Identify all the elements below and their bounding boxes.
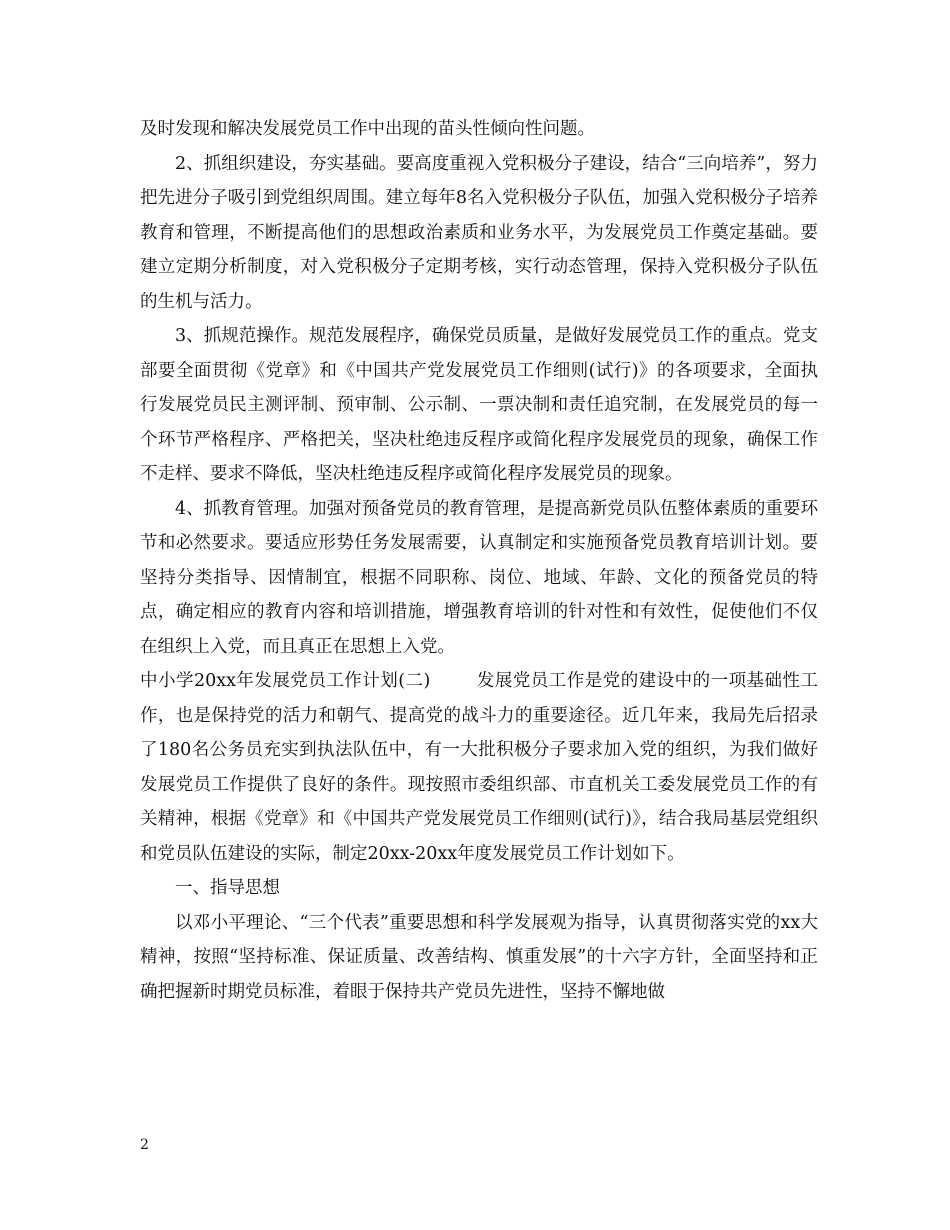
document-body [140,112,818,1009]
paragraph-organization-building: 2、抓组织建设，夯实基础。要高度重视入党积极分子建设，结合“三向培养”，努力把先进分子吸引到党组织周围。建立每年8名入党积极分子队伍，加强入党积极分子培养教育和管理，不断提高他们的思想政治素质和业务水平，为发展党员工作奠定基础。要建立定期分析制度，对入党积极分子定期考核，实行动态管理，保持入党积极分子队伍的生机与活力。 [140,153,818,312]
page-number: 2 [140,1137,149,1153]
guiding-thought-heading: 一、指导思想 [175,878,280,898]
paragraph-guiding-thought: 以邓小平理论、“三个代表”重要思想和科学发展观为指导，认真贯彻落实党的xx大精神，按照“坚持标准、保证质量、改善结构、慎重发展”的十六字方针，全面坚持和正确把握新时期党员标准，着眼于保持共产党员先进性，坚持不懈地做 [140,912,818,1002]
section-intro-text: 发展党员工作是党的建设中的一项基础性工作，也是保持党的活力和朝气、提高党的战斗力的重要途径。近几年来，我局先后招录了180名公务员充实到执法队伍中，有一大批积极分子要求加入党的组织，为我们做好发展党员工作提供了良好的条件。现按照市委组织部、市直机关工委发展党员工作的有关精神，根据《党章》和《中国共产党发展党员工作细则(试行)》，结合我局基层党组织和党员队伍建设的实际，制定20xx-20xx年度发展党员工作计划如下。 [140,671,818,864]
paragraph-continued: 及时发现和解决发展党员工作中出现的苗头性倾向性问题。 [140,119,595,139]
paragraph-standard-operation: 3、抓规范操作。规范发展程序，确保党员质量，是做好发展党员工作的重点。党支部要全面贯彻《党章》和《中国共产党发展党员工作细则(试行)》的各项要求，全面执行发展党员民主测评制、预审制、公示制、一票决制和责任追究制，在发展党员的每一个环节严格程序、严格把关，坚决杜绝违反程序或简化程序发展党员的现象，确保工作不走样、要求不降低，坚决杜绝违反程序或简化程序发展党员的现象。 [140,326,818,484]
section-title: 中小学20xx年发展党员工作计划(二) [140,671,431,691]
section-two-intro [140,664,818,871]
paragraph-education-management: 4、抓教育管理。加强对预备党员的教育管理，是提高新党员队伍整体素质的重要环节和必然要求。要适应形势任务发展需要，认真制定和实施预备党员教育培训计划。要坚持分类指导、因情制宜，根据不同职称、岗位、地域、年龄、文化的预备党员的特点，确定相应的教育内容和培训措施，增强教育培训的针对性和有效性，促使他们不仅在组织上入党，而且真正在思想上入党。 [140,498,818,657]
